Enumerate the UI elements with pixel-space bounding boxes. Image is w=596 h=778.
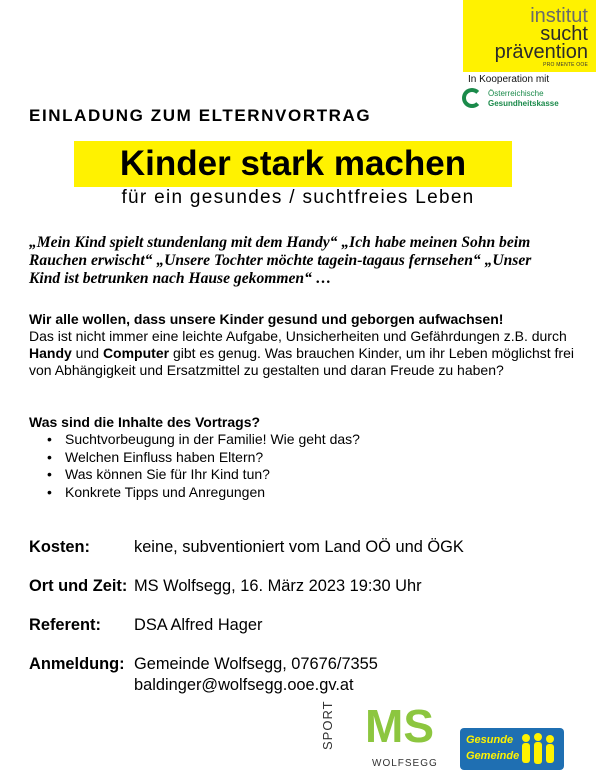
ort-zeit-label: Ort und Zeit: bbox=[29, 577, 128, 595]
ms-wolfsegg-logo bbox=[320, 700, 445, 775]
logo-line-pro-mente: PRO MENTE OOE bbox=[543, 62, 588, 68]
intro-lead: Wir alle wollen, dass unsere Kinder gesund und geborgen aufwachsen! bbox=[29, 311, 504, 327]
logo-line-institut: institut bbox=[530, 5, 588, 27]
ort-zeit-value: MS Wolfsegg, 16. März 2023 19:30 Uhr bbox=[134, 577, 422, 595]
subtitle: für ein gesundes / suchtfreies Leben bbox=[121, 187, 475, 208]
intro-text-3: gibt es genug. Was brauchen Kinder, um ihr Leben möglichst frei von Abhängigkeit und Ersatzmittel zu gestalten und daran Freude zu haben? bbox=[29, 345, 574, 378]
quote-paragraph: „Mein Kind spielt stundenlang mit dem Handy“ „Ich habe meinen Sohn beim Rauchen erwischt“ „Unsere Tochter möchte tagein-tagaus fernsehen“ „Unser Kind ist betrunken nach Hause gekommen“ … bbox=[29, 234, 532, 287]
intro-bold-computer: Computer bbox=[102, 345, 170, 361]
logo-gesunde-text: Gesunde bbox=[466, 734, 514, 746]
kooperation-label: In Kooperation mit bbox=[468, 74, 550, 85]
intro-text-1: Das ist nicht immer eine leichte Aufgabe, Unsicherheiten und Gefährdungen z.B. durch bbox=[29, 328, 567, 344]
intro-bold-handy: Handy bbox=[29, 345, 72, 361]
ogk-line2: Gesundheitskasse bbox=[488, 99, 559, 108]
intro-text-2: und bbox=[71, 345, 103, 361]
institut-suchtpraevention-logo bbox=[463, 0, 596, 72]
page-title: Kinder stark machen bbox=[119, 144, 467, 183]
list-item: • Welchen Einfluss haben Eltern? bbox=[47, 449, 360, 467]
kosten-value: keine, subventioniert vom Land OÖ und ÖGK bbox=[134, 538, 464, 556]
people-figures-icon bbox=[518, 732, 558, 766]
list-item: • Konkrete Tipps und Anregungen bbox=[47, 484, 360, 502]
ogk-logo bbox=[462, 88, 582, 114]
gesunde-gemeinde-logo bbox=[460, 728, 564, 770]
intro-paragraph bbox=[29, 311, 574, 379]
list-item: • Was können Sie für Ihr Kind tun? bbox=[47, 466, 360, 484]
referent-label: Referent: bbox=[29, 616, 101, 634]
ogk-circle-icon bbox=[462, 88, 482, 108]
logo-wolfsegg-text: WOLFSEGG bbox=[372, 758, 438, 769]
ogk-line1: Österreichische bbox=[488, 89, 544, 98]
kosten-label: Kosten: bbox=[29, 538, 91, 556]
title-highlight bbox=[74, 141, 512, 187]
anmeldung-value-phone: Gemeinde Wolfsegg, 07676/7355 bbox=[134, 655, 378, 673]
anmeldung-value-email[interactable]: baldinger@wolfsegg.ooe.gv.at bbox=[134, 676, 354, 694]
invite-heading: EINLADUNG ZUM ELTERNVORTRAG bbox=[29, 106, 372, 125]
contents-heading: Was sind die Inhalte des Vortrags? bbox=[29, 414, 261, 430]
list-item: • Suchtvorbeugung in der Familie! Wie geht das? bbox=[47, 431, 360, 449]
logo-ms-text: MS bbox=[365, 700, 434, 752]
logo-line-praevention: prävention bbox=[494, 41, 588, 63]
contents-list bbox=[47, 431, 360, 501]
logo-gemeinde-text: Gemeinde bbox=[466, 750, 520, 762]
logo-line-sucht: sucht bbox=[540, 23, 588, 45]
referent-value: DSA Alfred Hager bbox=[134, 616, 263, 634]
anmeldung-label: Anmeldung: bbox=[29, 655, 125, 673]
logo-sport-text: SPORT bbox=[320, 700, 335, 750]
